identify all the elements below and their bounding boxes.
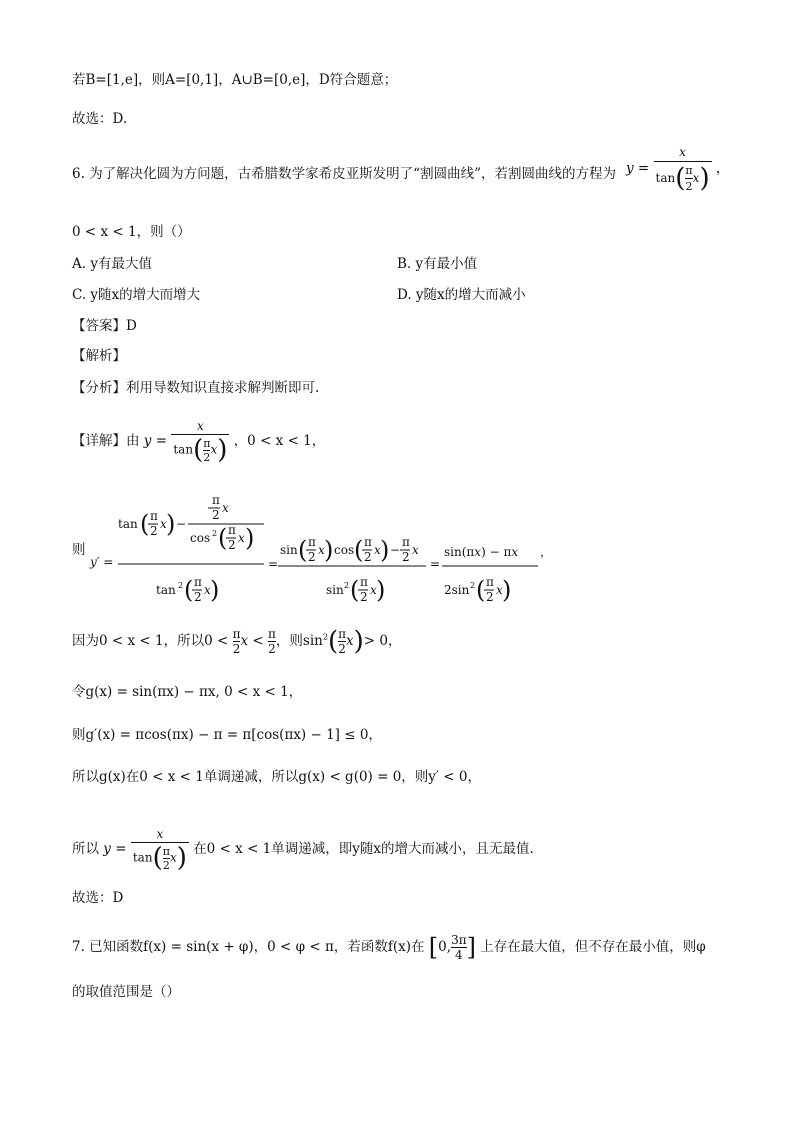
condition-text: 0 < x < 1，则（） — [72, 224, 191, 240]
svg-text:x: x — [222, 501, 229, 515]
option-b-text: B. y有最小值 — [397, 256, 478, 272]
svg-text:(: ( — [184, 576, 194, 604]
svg-text:2: 2 — [486, 590, 494, 604]
svg-text:(: ( — [140, 510, 150, 538]
option-c[interactable] — [72, 289, 200, 303]
svg-text:tan: tan — [118, 517, 138, 531]
q7-text-a: 7. 已知函数f(x) = sin(x + φ)，0 < φ < π，若函数f(x)在 — [72, 939, 425, 955]
option-d-text: D. y随x的增大而减小 — [397, 287, 526, 303]
svg-text:，: ， — [540, 545, 553, 559]
svg-text:2: 2 — [212, 508, 220, 522]
choose-d-2 — [72, 892, 123, 906]
svg-text:x: x — [496, 583, 503, 597]
svg-text:2: 2 — [212, 529, 218, 538]
svg-text:π: π — [194, 575, 202, 589]
answer-text: 【答案】D — [72, 318, 137, 334]
ling-line — [72, 686, 302, 700]
question-6-condition — [72, 226, 191, 240]
conclusion-line: 所以 y = x tan( $\frac{\pi}{2}$ x) 在0 < x < 1单调递减，即y随x的增大而减小，且无最值. — [72, 827, 534, 873]
svg-text:sin: sin — [280, 543, 298, 557]
svg-text:(: ( — [298, 536, 308, 564]
svg-text:): ) — [166, 510, 176, 538]
mono-text: 所以g(x)在0 < x < 1单调递减，所以g(x) < g(0) = 0，则y′ < 0， — [72, 769, 481, 785]
svg-text:2: 2 — [150, 524, 158, 538]
svg-text:π: π — [308, 535, 316, 549]
svg-text:sin(πx) − πx: sin(πx) − πx — [444, 545, 519, 559]
because-line: 因为0 < x < 1，所以0 < $\frac{\pi}{2}$ x < $\frac{\pi}{2}$ ，则$\sin^2$( $\frac{\pi}{2}$ x)> 0， — [72, 626, 402, 657]
ling-text: 令g(x) = sin(πx) − πx, 0 < x < 1， — [72, 684, 303, 700]
svg-text:): ) — [376, 576, 386, 604]
question-7-tail — [72, 986, 180, 1000]
svg-text:2: 2 — [360, 590, 368, 604]
svg-text:(: ( — [354, 536, 364, 564]
line-choose-d — [72, 113, 127, 127]
svg-text:π: π — [364, 535, 372, 549]
svg-text:2: 2 — [308, 550, 316, 564]
svg-text:tan: tan — [156, 583, 176, 597]
gprime-line — [72, 729, 382, 743]
svg-text:−: − — [390, 543, 401, 557]
svg-text:2: 2 — [194, 590, 202, 604]
derivative-ze — [72, 544, 86, 558]
svg-text:x: x — [374, 543, 381, 557]
text-choose-d: 故选：D. — [72, 111, 128, 127]
svg-text:x: x — [370, 583, 377, 597]
derivative-svg — [88, 494, 558, 614]
suoyi-tail: 在0 < x < 1单调递减，即y随x的增大而减小，且无最值. — [193, 841, 534, 857]
svg-text:2: 2 — [402, 550, 410, 564]
analysis-heading — [72, 350, 126, 364]
svg-text:x: x — [318, 543, 325, 557]
svg-text:−: − — [176, 517, 187, 531]
svg-text:cos: cos — [190, 531, 211, 545]
svg-text:cos: cos — [334, 543, 355, 557]
text-line-1: 若B=[1,e]，则A=[0,1]，A∪B=[0,e]，D符合题意； — [72, 72, 398, 88]
q6-curve-formula: y = x tan( $\frac{\pi}{2}$ x) ， — [626, 145, 730, 194]
question-7-stem: 7. 已知函数f(x) = sin(x + φ)，0 < φ < π，若函数f(x)在 [0, $\frac{3\pi}{4}$ ] 上存在最大值，但不存在最小值，则φ — [72, 933, 706, 962]
svg-text:2: 2 — [344, 581, 350, 590]
svg-text:π: π — [402, 535, 410, 549]
svg-text:): ) — [380, 536, 390, 564]
svg-text:x: x — [160, 517, 167, 531]
svg-text:2sin: 2sin — [444, 583, 470, 597]
svg-text:π: π — [212, 493, 220, 507]
svg-text:π: π — [150, 509, 158, 523]
svg-text:x: x — [204, 583, 211, 597]
option-a[interactable] — [72, 258, 152, 272]
svg-text:(: ( — [476, 576, 486, 604]
question-text: 为了解决化圆为方问题，古希腊数学家希皮亚斯发明了“割圆曲线”，若割圆曲线的方程为 — [89, 166, 616, 182]
option-d[interactable] — [397, 289, 526, 303]
svg-text:2: 2 — [364, 550, 372, 564]
suoyi-text: 所以 — [72, 841, 99, 857]
detail-suffix: ，0 < x < 1， — [233, 433, 326, 449]
detail-prefix: 【详解】由 — [72, 433, 140, 449]
svg-text:): ) — [324, 536, 334, 564]
option-c-text: C. y随x的增大而增大 — [72, 287, 201, 303]
ze-text: 则 — [72, 542, 86, 558]
option-a-text: A. y有最大值 — [72, 256, 152, 272]
mono-line — [72, 771, 481, 785]
svg-text:x: x — [412, 543, 419, 557]
fenxi-line — [72, 382, 319, 396]
option-b[interactable] — [397, 258, 477, 272]
svg-text:x: x — [238, 531, 245, 545]
answer-line — [72, 320, 137, 334]
detail-line: 【详解】由 y = x tan( $\frac{\pi}{2}$ x) ，0 < x < 1， — [72, 419, 326, 465]
svg-text:2: 2 — [228, 538, 236, 552]
svg-text:(: ( — [350, 576, 360, 604]
svg-text:): ) — [245, 524, 255, 552]
fenxi-text: 【分析】利用导数知识直接求解判断即可. — [72, 380, 320, 396]
svg-text:): ) — [210, 576, 220, 604]
svg-text:sin: sin — [326, 583, 344, 597]
svg-text:=: = — [430, 557, 441, 571]
svg-text:): ) — [502, 576, 512, 604]
q7-text-c: 的取值范围是（） — [72, 984, 180, 1000]
because-text: 因为0 < x < 1，所以0 < — [72, 633, 229, 649]
svg-text:=: = — [268, 557, 279, 571]
svg-text:y′ =: y′ = — [90, 555, 114, 569]
svg-text:π: π — [486, 575, 494, 589]
guxuan-text: 故选：D — [72, 890, 124, 906]
analysis-text: 【解析】 — [72, 348, 126, 364]
gprime-text: 则g′(x) = πcos(πx) − π = π[cos(πx) − 1] ≤ 0， — [72, 727, 382, 743]
svg-text:(: ( — [218, 524, 228, 552]
svg-text:π: π — [228, 523, 236, 537]
question-number: 6. — [72, 166, 85, 182]
svg-text:2: 2 — [470, 581, 476, 590]
derivative-formula — [88, 494, 558, 617]
svg-text:2: 2 — [178, 581, 184, 590]
line-solution-tail — [72, 74, 397, 88]
question-6-stem — [72, 168, 616, 182]
svg-text:π: π — [360, 575, 368, 589]
q7-text-b: 上存在最大值，但不存在最小值，则φ — [480, 939, 706, 955]
